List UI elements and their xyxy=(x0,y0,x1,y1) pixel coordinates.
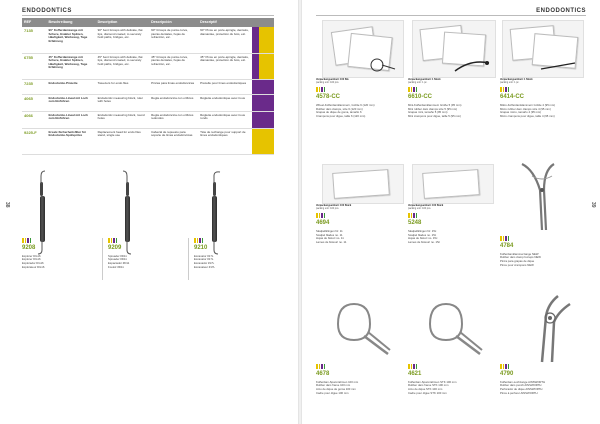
product-code: 4784 xyxy=(500,243,514,249)
pack-unit xyxy=(408,78,494,84)
table-cell-es: 45° fórceps de punta curva, piezas dentales, hojas de refracción, etc. xyxy=(149,53,198,79)
product-description xyxy=(316,104,402,119)
product-info-6414 xyxy=(500,78,586,119)
table-cell-es: 90° fórceps de punta curva, piezas dentales, hojas de refracción, etc. xyxy=(149,27,198,53)
right-top-rule xyxy=(316,15,586,16)
dot xyxy=(411,87,413,92)
product-description xyxy=(408,381,494,396)
dot xyxy=(202,238,204,243)
color-dots xyxy=(316,213,402,218)
desc-line: Cadre pour digue STK 100 mm xyxy=(408,390,447,395)
desc-line: Excavador #17L xyxy=(194,261,215,266)
dot xyxy=(503,87,505,92)
dot xyxy=(411,213,413,218)
desc-line: Grapas micro, tamaño 4 (95 mm) xyxy=(500,110,542,115)
product-description xyxy=(500,381,586,396)
desc-line: Rubber dam clamps, size 6 (120 mm) xyxy=(316,106,363,111)
color-swatch xyxy=(252,112,259,128)
color-dots xyxy=(408,364,494,369)
pack-unit xyxy=(500,78,586,84)
rubber-dam-frame-icon xyxy=(420,300,486,358)
dot xyxy=(108,238,110,243)
desc-line: Arco de dique de goma 100 mm xyxy=(316,387,356,392)
color-swatch xyxy=(259,27,266,53)
pack-unit-en: packing unit: 100 pcs. xyxy=(408,207,432,211)
table-row xyxy=(22,94,274,111)
rubber-dam-punch-icon xyxy=(512,290,582,366)
pack-unit-de: Verpackungseinheit: 1 Stück xyxy=(408,78,441,81)
pack-unit xyxy=(316,78,402,84)
product-description xyxy=(408,230,494,245)
desc-line: Grapas mini, tamaño 5 (95 mm) xyxy=(408,110,448,115)
clamp-forceps-icon xyxy=(514,160,574,232)
instrument-handle xyxy=(125,196,130,242)
table-cell-en: 45° bent forceps with delicate, flat tips, diamond coated, to securely hold paths, bridges, etc. xyxy=(96,53,150,79)
desc-line: Grapas de dique de goma, tamaño 6 xyxy=(316,110,362,115)
desc-line: Wheel-Kofferdamklammern, Größe 6 (120 mm) xyxy=(316,103,375,108)
dot xyxy=(197,238,199,243)
product-info-4784 xyxy=(500,236,586,267)
product-description xyxy=(194,255,270,270)
table-cell-fr: 45° Pince en porte-épingle, dentaire, diamantée, protection du bois, etc. xyxy=(198,53,252,79)
dot xyxy=(416,213,418,218)
dot xyxy=(500,87,502,92)
table-cell-ref: 4065 xyxy=(22,94,47,111)
product-description xyxy=(316,230,402,245)
color-dots xyxy=(194,238,270,243)
desc-line: Mikro-Kofferdamklammern Größe 4 (95 mm) xyxy=(500,103,556,108)
product-code: 6610-CC xyxy=(408,94,433,101)
product-code: 5248 xyxy=(408,220,422,227)
desc-line: Rubber dam punch AINSWORTH xyxy=(500,383,542,388)
desc-line: Excavator #17L xyxy=(194,253,214,258)
table-cell-fr: Précelle pour limes endodontiques xyxy=(198,79,252,94)
dot xyxy=(408,364,410,369)
instrument-info xyxy=(22,238,98,269)
table-cell-en: Tweezers for endo files xyxy=(96,79,150,94)
product-code: 4790 xyxy=(500,371,514,377)
color-swatch xyxy=(267,80,274,94)
table-cell-en: Endodontic measuring block, round holes xyxy=(96,111,150,128)
product-description xyxy=(500,253,586,268)
col-descriptif: Descriptif xyxy=(198,18,252,27)
dot xyxy=(508,364,510,369)
dot xyxy=(25,238,27,243)
dot xyxy=(316,213,318,218)
dot xyxy=(508,87,510,92)
color-dots xyxy=(500,364,586,369)
right-page xyxy=(302,0,600,424)
dot xyxy=(316,87,318,92)
desc-line: Kofferdam-Lochzange AINSWORTH xyxy=(500,379,546,384)
clamp-icon xyxy=(367,55,397,75)
desc-line: Explorateur DG16 xyxy=(22,264,45,269)
dot xyxy=(116,238,118,243)
table-cell-ref: 7235 xyxy=(22,79,47,94)
desc-line: Espaciador #D11 xyxy=(108,261,130,266)
desc-line: Fouloir #D11 xyxy=(108,264,124,269)
dot xyxy=(411,364,413,369)
color-swatch xyxy=(252,80,259,94)
table-cell-swatches xyxy=(252,79,274,94)
table-row xyxy=(22,27,274,53)
blade-box xyxy=(332,169,390,199)
dot xyxy=(413,213,415,218)
desc-line: Pince pour crampons NEW xyxy=(500,262,534,267)
rubber-dam-frame-icon xyxy=(328,300,394,358)
dot xyxy=(111,238,113,243)
dot xyxy=(416,87,418,92)
instrument-neck xyxy=(213,182,216,196)
desc-line: Mini rubber dam clamps size 5 (95 mm) xyxy=(408,106,458,111)
col-description: Description xyxy=(96,18,150,27)
desc-line: Spreader #D11 xyxy=(108,253,127,258)
desc-line: Rubber dam frame 100 mm xyxy=(316,383,351,388)
desc-line: Rubber dam clamp forceps NEW xyxy=(500,255,541,260)
instrument-tip-top xyxy=(206,170,226,184)
table-cell-en: Replacement head for endo files stand, single use xyxy=(96,128,150,154)
product-code: 4678 xyxy=(316,371,330,377)
dot xyxy=(416,364,418,369)
desc-line: Hojas de bisturí no. 11 xyxy=(316,236,344,241)
dot xyxy=(505,364,507,369)
table-cell-es: Regla endodóncica con orificios redondos xyxy=(149,111,198,128)
table-cell-de: 45° Kofferdamzange mit Schere, Exakter Spitzen, Häufigkeit, Werkzeug, Tage Erfahrung xyxy=(47,53,96,79)
dot xyxy=(500,236,502,241)
dot xyxy=(319,364,321,369)
pack-unit-en: packing unit: 1 pc. xyxy=(408,81,428,85)
desc-line: Skalpellklingen Nr. 15c xyxy=(408,229,437,234)
color-dots xyxy=(408,213,494,218)
col-descripcion: Descripción xyxy=(149,18,198,27)
table-cell-swatches xyxy=(252,27,274,53)
color-swatch xyxy=(252,27,259,53)
instrument-handle xyxy=(212,196,217,242)
pack-unit-de: Verpackungseinheit: 100 Stück xyxy=(408,204,444,207)
desc-line: Cadre pour digue 100 mm xyxy=(316,390,349,395)
color-swatch xyxy=(259,80,266,94)
color-dots xyxy=(316,364,402,369)
desc-line: Kofferdam-Spannrahmen 100 mm xyxy=(316,379,359,384)
color-swatch xyxy=(267,129,274,154)
table-cell-swatches xyxy=(252,128,274,154)
dot xyxy=(27,238,29,243)
product-info-4694 xyxy=(316,204,402,245)
dot xyxy=(408,213,410,218)
color-swatch xyxy=(259,54,266,79)
col-ref: REF xyxy=(22,18,47,27)
pack-unit-en: packing unit: 1 pc. xyxy=(500,81,520,85)
product-info-4578 xyxy=(316,78,402,119)
product-image-6414 xyxy=(502,20,584,78)
color-swatch xyxy=(267,112,274,128)
right-page-number: 39 xyxy=(590,202,596,208)
instrument-tip-top xyxy=(120,170,136,184)
color-swatch xyxy=(259,129,266,154)
color-dots xyxy=(108,238,184,243)
product-code: 4621 xyxy=(408,371,422,377)
desc-line: Arco de dique STK 100 mm xyxy=(408,387,443,392)
dot xyxy=(413,87,415,92)
table-cell-fr: Tête de rechange pour support de limes endodontiques xyxy=(198,128,252,154)
desc-line: Explorer DG16 xyxy=(22,257,41,262)
desc-line: Excavateur #17L xyxy=(194,264,215,269)
product-image-4694 xyxy=(322,164,404,204)
color-dots xyxy=(408,87,494,92)
dot xyxy=(321,364,323,369)
table-cell-de: Endodontie-Lineal mit Loch zum Einführen xyxy=(47,111,96,128)
dot xyxy=(503,364,505,369)
table-cell-swatches xyxy=(252,94,274,111)
left-page xyxy=(0,0,298,424)
dot xyxy=(500,364,502,369)
desc-line: Spreader #D11 xyxy=(108,257,127,262)
table-cell-es: Regla endodóncica con orificios xyxy=(149,94,198,111)
right-section-title: ENDODONTICS xyxy=(536,8,586,14)
desc-line: Hojas de bisturí no. 15c xyxy=(408,236,438,241)
left-section-title: ENDODONTICS xyxy=(22,8,72,14)
desc-line: Pinza para grapas de dique xyxy=(500,259,535,264)
table-cell-de: Ersatz-Sicherheitsfilter für Endodontie-Spülspritze xyxy=(47,128,96,154)
table-cell-ref: 4066 xyxy=(22,111,47,128)
table-cell-es: Pinzas para limas endodóncicas xyxy=(149,79,198,94)
instrument-neck xyxy=(40,182,43,196)
product-code: 4694 xyxy=(316,220,330,227)
color-swatch xyxy=(259,95,266,111)
dot xyxy=(199,238,201,243)
desc-line: Lames de bistouri no. 15c xyxy=(408,239,441,244)
table-cell-es: Cabezal de repuesto para soporte de limas endodóncicas xyxy=(149,128,198,154)
color-dots xyxy=(316,87,402,92)
dot xyxy=(319,87,321,92)
table-body xyxy=(22,27,274,154)
table-cell-ref: 6755 xyxy=(22,53,47,79)
table-cell-de: Endodontie-Pinzette xyxy=(47,79,96,94)
table-cell-fr: 90° Pince en porte-épingle, dentaire, diamantée, protection du bois, etc. xyxy=(198,27,252,53)
table-cell-de: Endodontie-Lineal mit Loch zum Einführen xyxy=(47,94,96,111)
desc-line: Perforador de dique AINSWORTH xyxy=(500,387,543,392)
pack-unit xyxy=(316,204,402,210)
table-cell-swatches xyxy=(252,111,274,128)
dot xyxy=(503,236,505,241)
instrument-info xyxy=(194,238,270,269)
desc-line: Crampons pour digue, taille 6 (120 mm) xyxy=(316,113,366,118)
desc-line: Micro rubber dam clamps size 4 (95 mm) xyxy=(500,106,551,111)
color-dots xyxy=(22,238,98,243)
left-top-rule xyxy=(22,15,274,16)
dot xyxy=(22,238,24,243)
blade-box xyxy=(422,169,480,199)
product-code: 4578-CC xyxy=(316,94,341,101)
desc-line: Explorer DG16 xyxy=(22,253,41,258)
product-info-5248 xyxy=(408,204,494,245)
dot xyxy=(324,213,326,218)
color-dots xyxy=(500,87,586,92)
color-swatch xyxy=(259,112,266,128)
product-description xyxy=(108,255,184,270)
product-code: 9208 xyxy=(22,245,36,251)
pack-unit-en: packing unit: 100 pcs. xyxy=(316,207,340,211)
divider xyxy=(102,238,103,280)
color-swatch xyxy=(267,27,274,53)
product-info-6610 xyxy=(408,78,494,119)
dot xyxy=(319,213,321,218)
desc-line: Mini-Kofferdamklammern Größe 5 (95 mm) xyxy=(408,103,462,108)
table-row xyxy=(22,111,274,128)
desc-line: Scalpel blades no. 15c xyxy=(408,232,437,237)
desc-line: Skalpellklingen Nr. 11 xyxy=(316,229,343,234)
pack-unit-de: Verpackungseinheit: 100 Stück xyxy=(316,204,352,207)
product-description xyxy=(500,104,586,119)
product-description xyxy=(22,255,98,270)
desc-line: Explorador DG16 xyxy=(22,261,44,266)
dot xyxy=(321,213,323,218)
product-code: 9210 xyxy=(194,245,208,251)
table-row xyxy=(22,53,274,79)
dot xyxy=(408,87,410,92)
table-cell-fr: Réglette endodontique avec trous ronds xyxy=(198,111,252,128)
divider xyxy=(188,238,189,280)
table-cell-ref: 9225-F xyxy=(22,128,47,154)
left-page-number: 38 xyxy=(4,202,10,208)
color-swatch xyxy=(252,129,259,154)
dot xyxy=(324,364,326,369)
desc-line: Rubber dam frame STK 100 mm xyxy=(408,383,449,388)
product-info-4790 xyxy=(500,364,586,395)
dot xyxy=(316,364,318,369)
color-swatch xyxy=(252,54,259,79)
desc-line: Micro crampons pour digue, taille 4 (95 mm) xyxy=(500,113,555,118)
pack-unit-de: Verpackungseinheit: 100 Stk. xyxy=(316,78,350,81)
dot xyxy=(321,87,323,92)
color-dots xyxy=(500,236,586,241)
dot xyxy=(508,236,510,241)
desc-line: Kofferdam-Spannrahmen STK 100 mm xyxy=(408,379,457,384)
dot xyxy=(505,236,507,241)
table-cell-ref: 7135 xyxy=(22,27,47,53)
clamp-icon xyxy=(453,57,493,75)
desc-line: Pince à perforer AINSWORTH xyxy=(500,390,538,395)
product-info-4678 xyxy=(316,364,402,395)
table-cell-de: 90° Kofferdamzange mit Schere, Exakter Spitzen, Häufigkeit, Werkzeug, Tage Erfahrung xyxy=(47,27,96,53)
desc-line: Lames de bistouri no. 11 xyxy=(316,239,347,244)
table-row xyxy=(22,128,274,154)
desc-line: Kofferdamklammerzange NEW xyxy=(500,251,539,256)
product-description xyxy=(408,104,494,119)
product-code: 6414-CC xyxy=(500,94,525,101)
instrument-handle xyxy=(40,196,45,242)
table-cell-en: Endodontic measuring block, ruler with holes xyxy=(96,94,150,111)
product-image-5248 xyxy=(412,164,494,204)
desc-line: Scalpel blades no. 11 xyxy=(316,232,343,237)
table-cell-swatches xyxy=(252,53,274,79)
product-code: 9209 xyxy=(108,245,122,251)
pack-unit-de: Verpackungseinheit: 1 Stück xyxy=(500,78,533,81)
product-image-6610 xyxy=(412,20,496,78)
instrument-neck xyxy=(126,182,129,196)
product-info-4621 xyxy=(408,364,494,395)
clamp-icon xyxy=(539,59,579,73)
desc-line: Mini crampons pour digue, taille 5 (95 mm) xyxy=(408,113,462,118)
table-row xyxy=(22,79,274,94)
dot xyxy=(194,238,196,243)
table-cell-en: 90° bent forceps with delicate, flat tips, diamond coated, to securely hold paths, bridges, etc. xyxy=(96,27,150,53)
dot xyxy=(505,87,507,92)
dot xyxy=(413,364,415,369)
color-swatch xyxy=(252,95,259,111)
table-cell-fr: Réglette endodontique avec trous xyxy=(198,94,252,111)
instrument-tip-top xyxy=(34,170,50,184)
product-image-4578 xyxy=(322,20,404,78)
product-description xyxy=(316,381,402,396)
pack-unit xyxy=(408,204,494,210)
pack-unit-en: packing unit: 100 pcs. xyxy=(316,81,340,85)
color-swatch xyxy=(267,95,274,111)
col-beschreibung: Beschreibung xyxy=(47,18,96,27)
color-swatch xyxy=(267,54,274,79)
product-table xyxy=(22,18,274,155)
desc-line: Excavator #17L xyxy=(194,257,214,262)
dot xyxy=(113,238,115,243)
col-swatches xyxy=(252,18,274,27)
dot xyxy=(324,87,326,92)
instrument-info xyxy=(108,238,184,269)
dot xyxy=(30,238,32,243)
